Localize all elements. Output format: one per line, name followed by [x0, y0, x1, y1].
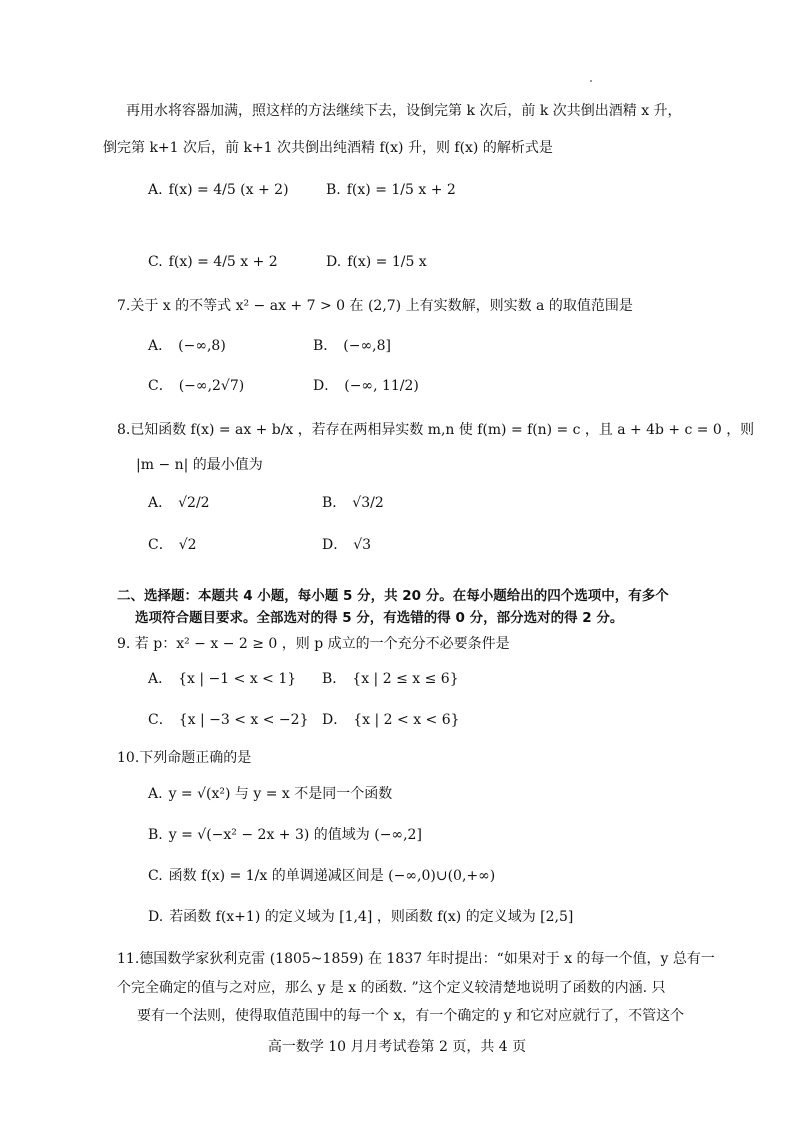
option-label: B．: [322, 495, 347, 511]
option-text: f(x) = 1/5 x + 2: [346, 182, 456, 198]
q7-stem: 7.关于 x 的不等式 x² − ax + 7 > 0 在 (2,7) 上有实数解，则实数 a 的取值范围是: [117, 298, 633, 314]
q9-option-c: [148, 710, 308, 730]
q9-option-a: [148, 669, 296, 689]
option-label: D.: [326, 254, 342, 270]
option-text: f(x) = 4/5 (x + 2): [168, 182, 289, 198]
option-text: {x | −1 < x < 1}: [178, 671, 297, 687]
section-2-heading-line-2: 选项符合题目要求。全部选对的得 5 分，有选错的得 0 分，部分选对的得 2 分。: [135, 610, 624, 626]
page-footer: 高一数学 10 月月考试卷第 2 页，共 4 页: [267, 1039, 527, 1055]
option-label: C．: [148, 537, 173, 553]
q10-option-b: [148, 825, 422, 845]
option-label: C．: [148, 712, 173, 728]
option-label: A．: [148, 671, 173, 687]
q6-option-b: [326, 180, 456, 200]
q7-option-b: [313, 336, 391, 356]
option-text: {x | −3 < x < −2}: [178, 712, 309, 728]
option-label: C．: [148, 378, 173, 394]
option-label: D.: [148, 909, 164, 925]
q10-option-d: [148, 907, 573, 927]
option-text: √2/2: [178, 495, 210, 511]
option-label: C.: [148, 254, 163, 270]
q7-option-a: [148, 336, 226, 356]
q11-line-3: 要有一个法则，使得取值范围中的每一个 x，有一个确定的 y 和它对应就行了，不管这个: [137, 1008, 685, 1024]
q10-option-a: [148, 784, 392, 804]
q8-option-b: [322, 493, 384, 513]
q6-option-c: [148, 252, 278, 272]
option-text: (−∞,8]: [343, 338, 391, 354]
option-text: 函数 f(x) = 1/x 的单调递减区间是 (−∞,0)∪(0,+∞): [168, 868, 496, 884]
q9-stem: 9. 若 p：x² − x − 2 ≥ 0 ，则 p 成立的一个充分不必要条件是: [117, 636, 510, 652]
scan-dot: [590, 80, 592, 82]
option-label: D．: [322, 712, 348, 728]
option-text: √3: [353, 537, 372, 553]
option-text: (−∞, 11/2): [344, 378, 419, 394]
q8-stem-line-2: |m − n| 的最小值为: [136, 457, 263, 473]
q6-option-d: [326, 252, 427, 272]
option-label: B．: [322, 671, 347, 687]
q11-line-2: 个完全确定的值与之对应，那么 y 是 x 的函数. ”这个定义较清楚地说明了函数的内涵. 只: [117, 980, 666, 996]
option-label: B．: [313, 338, 338, 354]
q11-line-1: 11.德国数学家狄利克雷 (1805~1859) 在 1837 年时提出：“如果对于 x 的每一个值，y 总有一: [117, 951, 715, 967]
option-text: {x | 2 ≤ x ≤ 6}: [352, 671, 459, 687]
q6-option-a: [148, 180, 289, 200]
q9-option-d: [322, 710, 460, 730]
option-text: √3/2: [352, 495, 384, 511]
option-label: A．: [148, 338, 173, 354]
option-label: C.: [148, 868, 163, 884]
option-text: y = √(−x² − 2x + 3) 的值域为 (−∞,2]: [168, 827, 422, 843]
option-text: {x | 2 < x < 6}: [353, 712, 460, 728]
option-label: A.: [148, 182, 163, 198]
q8-option-d: [322, 535, 371, 555]
q7-option-d: [313, 376, 419, 396]
option-label: A.: [148, 786, 163, 802]
option-text: 若函数 f(x+1) 的定义域为 [1,4] ，则函数 f(x) 的定义域为 [2,5]: [169, 909, 574, 925]
option-label: D．: [322, 537, 348, 553]
option-text: y = √(x²) 与 y = x 不是同一个函数: [168, 786, 393, 802]
option-text: f(x) = 4/5 x + 2: [168, 254, 278, 270]
intro-line-1: 再用水将容器加满，照这样的方法继续下去，设倒完第 k 次后，前 k 次共倒出酒精 x 升，: [126, 103, 682, 119]
q8-option-a: [148, 493, 210, 513]
q8-stem-line-1: 8.已知函数 f(x) = ax + b/x ，若存在两相异实数 m,n 使 f(m) = f(n) = c ，且 a + 4b + c = 0 ，则: [117, 422, 755, 438]
option-text: (−∞,2√7): [178, 378, 245, 394]
option-label: B.: [326, 182, 341, 198]
option-label: B.: [148, 827, 163, 843]
option-text: (−∞,8): [178, 338, 226, 354]
option-text: f(x) = 1/5 x: [347, 254, 427, 270]
q9-option-b: [322, 669, 459, 689]
q7-option-c: [148, 376, 244, 396]
option-text: √2: [178, 537, 197, 553]
option-label: A．: [148, 495, 173, 511]
q8-option-c: [148, 535, 197, 555]
q10-stem: 10.下列命题正确的是: [117, 750, 252, 766]
q10-option-c: [148, 866, 495, 886]
section-2-heading-line-1: 二、选择题：本题共 4 小题，每小题 5 分，共 20 分。在每小题给出的四个选项中，有多个: [117, 588, 669, 604]
option-label: D．: [313, 378, 339, 394]
intro-line-2: 倒完第 k+1 次后，前 k+1 次共倒出纯酒精 f(x) 升，则 f(x) 的解析式是: [103, 140, 553, 156]
